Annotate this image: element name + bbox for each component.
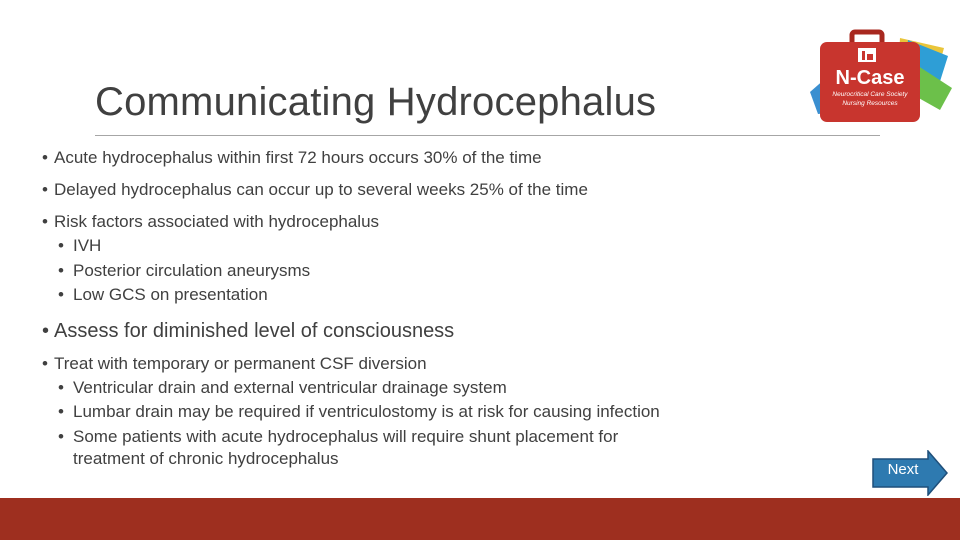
bullet-text: Delayed hydrocephalus can occur up to several weeks 25% of the time: [54, 180, 588, 199]
sub-bullet-icon: •: [58, 377, 64, 397]
bullet-text: Assess for diminished level of consciousness: [54, 319, 455, 342]
bullet-assess: [42, 316, 882, 346]
sub-bullet-icon: •: [58, 260, 64, 280]
sub-bullet-text: IVH: [73, 236, 102, 255]
bullet-icon: •: [42, 212, 48, 231]
sub-bullet-text: Lumbar drain may be required if ventriculostomy is at risk for causing infection: [73, 402, 660, 421]
bullet-text: Risk factors associated with hydrocephalus: [54, 212, 380, 231]
sub-bullet-text: Some patients with acute hydrocephalus will require shunt placement for: [73, 426, 619, 446]
sub-bullet-text: Ventricular drain and external ventricular drainage system: [73, 377, 507, 397]
title-divider: [95, 135, 880, 136]
sub-bullet-ventricular: [42, 376, 882, 401]
sub-bullet-ivh: [42, 234, 882, 259]
bullet-text: Treat with temporary or permanent CSF diversion: [54, 353, 427, 373]
sub-bullet-text: Posterior circulation aneurysms: [73, 260, 311, 280]
sub-bullet-text: Low GCS on presentation: [73, 285, 268, 304]
page-title: Communicating Hydrocephalus: [95, 80, 657, 124]
sub-bullet-lumbar: [42, 400, 882, 425]
sub-bullet-gcs: [42, 283, 882, 308]
bullet-icon: •: [42, 180, 48, 199]
sub-bullet-text-continued: treatment of chronic hydrocephalus: [73, 449, 339, 468]
next-button-label[interactable]: Next: [887, 461, 919, 478]
logo-brand: N-Case: [835, 67, 905, 89]
slide-content: [42, 146, 882, 468]
sub-bullet-icon: •: [58, 426, 64, 446]
logo-tagline-2: Nursing Resources: [842, 100, 898, 107]
bullet-text: Acute hydrocephalus within first 72 hours occurs 30% of the time: [54, 148, 542, 167]
sub-bullet-icon: •: [58, 236, 64, 255]
logo-tagline-1: Neurocritical Care Society: [832, 91, 908, 98]
bullet-treat: [42, 352, 882, 376]
n-case-logo: [808, 22, 954, 134]
sub-bullet-icon: •: [58, 402, 64, 421]
bullet-acute: [42, 146, 882, 170]
bullet-icon: •: [42, 353, 48, 373]
sub-bullet-posterior: [42, 259, 882, 284]
bullet-icon: •: [42, 319, 50, 342]
sub-bullet-shunt: [42, 425, 882, 469]
sub-bullet-icon: •: [58, 285, 64, 304]
footer-bar: [0, 498, 960, 540]
bullet-risk-factors: [42, 210, 882, 234]
bullet-delayed: [42, 178, 882, 202]
bullet-icon: •: [42, 148, 48, 167]
